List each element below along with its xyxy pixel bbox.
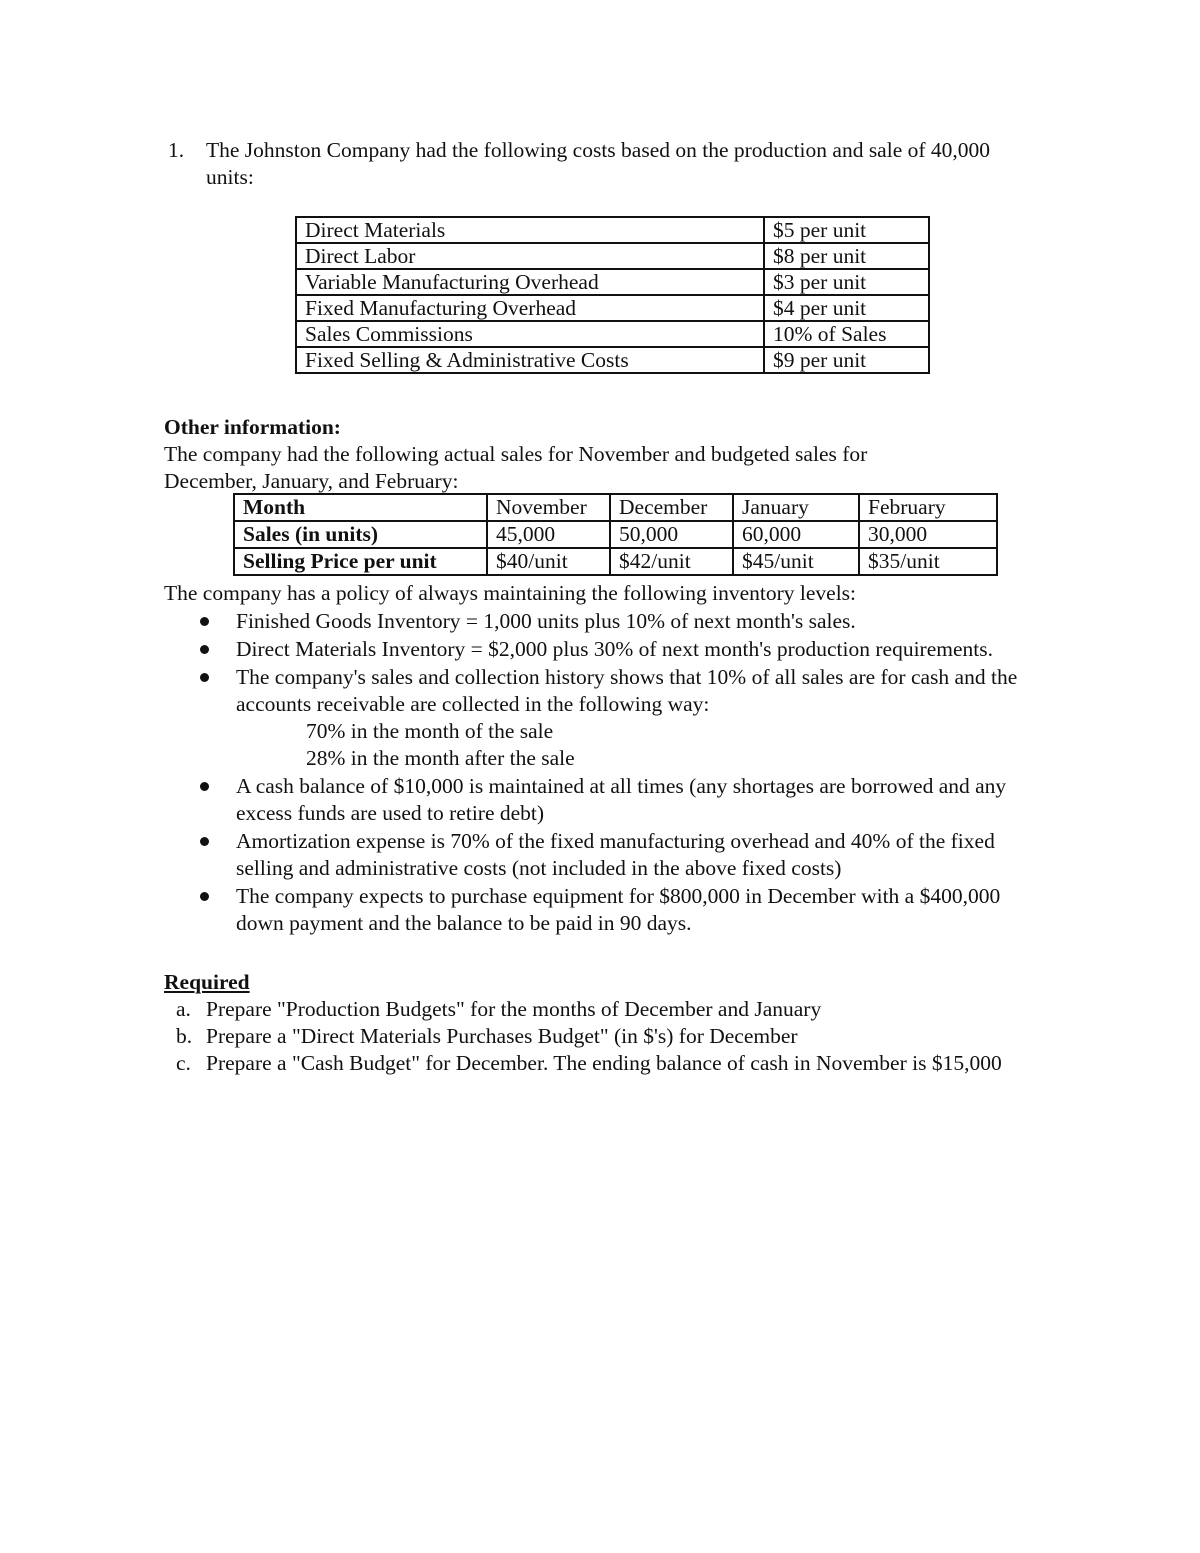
table-row	[234, 548, 997, 575]
cost-item: Fixed Selling & Administrative Costs	[296, 347, 764, 373]
table-cell: $45/unit	[733, 548, 859, 575]
list-item-text: Direct Materials Inventory = $2,000 plus 30% of next month's production requirements.	[236, 637, 993, 661]
cost-item: Direct Labor	[296, 243, 764, 269]
column-header: February	[859, 494, 997, 521]
table-row	[296, 321, 929, 347]
list-item-text: Prepare a "Direct Materials Purchases Budget" (in $'s) for December	[206, 1024, 798, 1048]
row-header: Sales (in units)	[234, 521, 487, 548]
cost-value: $4 per unit	[764, 295, 929, 321]
table-row	[296, 347, 929, 373]
bullet-icon	[200, 892, 209, 901]
list-item-text: Finished Goods Inventory = 1,000 units plus 10% of next month's sales.	[236, 609, 856, 633]
table-cell: 45,000	[487, 521, 610, 548]
list-item-text: Amortization expense is 70% of the fixed manufacturing overhead and 40% of the fixed selling and administrative costs (not included in the above fixed costs)	[236, 829, 995, 880]
required-list	[176, 996, 1016, 1077]
table-row	[296, 295, 929, 321]
table-row	[234, 521, 997, 548]
cost-table	[295, 216, 930, 374]
table-row	[296, 217, 929, 243]
bullet-icon	[200, 782, 209, 791]
other-information-intro: The company had the following actual sales for November and budgeted sales for December, January, and February:	[164, 442, 868, 493]
column-header: Month	[234, 494, 487, 521]
column-header: December	[610, 494, 733, 521]
policy-intro: The company has a policy of always maintaining the following inventory levels:	[164, 581, 857, 605]
cost-item: Direct Materials	[296, 217, 764, 243]
bullet-icon	[200, 645, 209, 654]
bullet-icon	[200, 673, 209, 682]
policy-list	[197, 608, 1027, 938]
column-header: November	[487, 494, 610, 521]
list-item-text: Prepare "Production Budgets" for the months of December and January	[206, 997, 822, 1021]
table-cell: 50,000	[610, 521, 733, 548]
list-item	[176, 1023, 1016, 1050]
table-header-row	[234, 494, 997, 521]
list-item	[197, 883, 1027, 937]
cost-value: $9 per unit	[764, 347, 929, 373]
column-header: January	[733, 494, 859, 521]
table-row	[296, 243, 929, 269]
list-item-text: The company's sales and collection history shows that 10% of all sales are for cash and the accounts receivable are collected in the following way:	[236, 665, 1018, 716]
list-item-text: A cash balance of $10,000 is maintained at all times (any shortages are borrowed and any excess funds are used to retire debt)	[236, 774, 1007, 825]
table-cell: $35/unit	[859, 548, 997, 575]
list-item	[197, 828, 1027, 882]
question-text: The Johnston Company had the following costs based on the production and sale of 40,000 units:	[206, 138, 991, 189]
cost-value: $8 per unit	[764, 243, 929, 269]
cost-value: $5 per unit	[764, 217, 929, 243]
item-letter: c.	[176, 1051, 191, 1075]
collection-line: 70% in the month of the sale	[306, 719, 554, 743]
cost-item: Sales Commissions	[296, 321, 764, 347]
list-item	[197, 773, 1027, 827]
sales-table	[233, 493, 998, 576]
table-cell: 30,000	[859, 521, 997, 548]
list-item-text: The company expects to purchase equipment for $800,000 in December with a $400,000 down payment and the balance to be paid in 90 days.	[236, 884, 1001, 935]
collection-line: 28% in the month after the sale	[306, 746, 575, 770]
bullet-icon	[200, 617, 209, 626]
list-item	[197, 636, 1027, 663]
row-header: Selling Price per unit	[234, 548, 487, 575]
list-item-text: Prepare a "Cash Budget" for December. The ending balance of cash in November is $15,000	[206, 1051, 1002, 1075]
cost-value: $3 per unit	[764, 269, 929, 295]
other-information-heading: Other information:	[164, 415, 341, 439]
item-letter: a.	[176, 997, 191, 1021]
cost-value: 10% of Sales	[764, 321, 929, 347]
table-cell: 60,000	[733, 521, 859, 548]
question-number: 1.	[168, 138, 185, 162]
table-cell: $42/unit	[610, 548, 733, 575]
list-item	[176, 1050, 1016, 1077]
item-letter: b.	[176, 1024, 193, 1048]
bullet-icon	[200, 837, 209, 846]
table-cell: $40/unit	[487, 548, 610, 575]
list-item	[176, 996, 1016, 1023]
cost-item: Fixed Manufacturing Overhead	[296, 295, 764, 321]
list-item	[197, 664, 1027, 772]
required-heading: Required	[164, 970, 250, 994]
table-row	[296, 269, 929, 295]
list-item	[197, 608, 1027, 635]
cost-item: Variable Manufacturing Overhead	[296, 269, 764, 295]
